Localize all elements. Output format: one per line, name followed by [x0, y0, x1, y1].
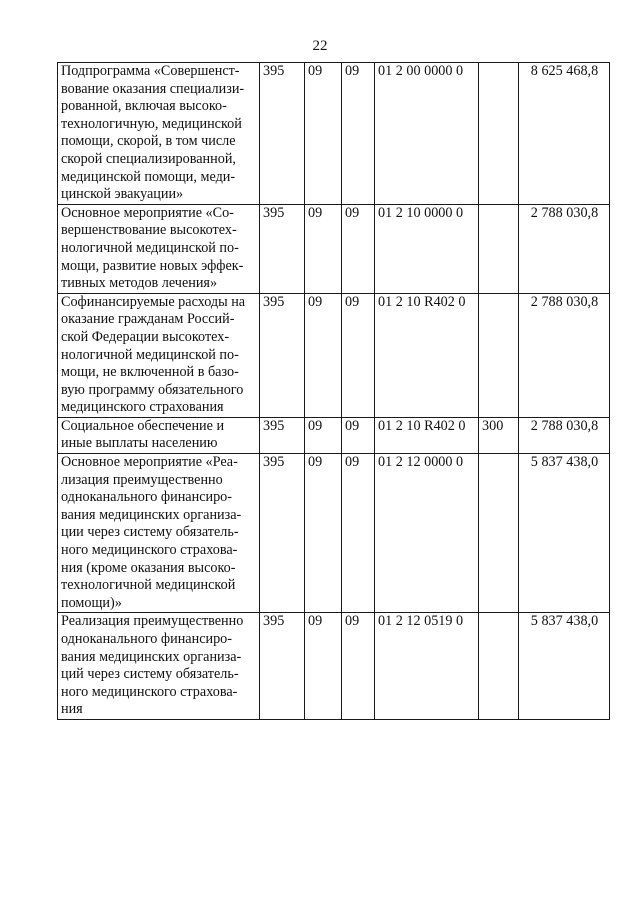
subsection-code-cell: 09 — [342, 293, 375, 417]
row-name-line: вания медицинских организа- — [61, 506, 242, 523]
amount-cell: 2 788 030,8 — [519, 204, 610, 293]
row-name-line: ного медицинского страхова- — [61, 683, 238, 700]
row-name-line: Социальное обеспечение и — [61, 417, 225, 434]
amount-cell: 2 788 030,8 — [519, 293, 610, 417]
table-row — [58, 63, 610, 205]
amount-cell: 2 788 030,8 — [519, 417, 610, 453]
amount-cell: 5 837 438,0 — [519, 454, 610, 613]
expense-type-cell — [479, 454, 519, 613]
row-name-line: оказание гражданам Россий- — [61, 311, 235, 328]
row-name-line: рованной, включая высоко- — [61, 98, 227, 115]
amount-cell: 8 625 468,8 — [519, 63, 610, 205]
expense-type-cell — [479, 63, 519, 205]
page-number: 22 — [312, 38, 328, 54]
row-name-line: ции через систему обязатель- — [61, 524, 239, 541]
row-name-line: скорой специализированной, — [61, 150, 236, 167]
row-name-line: мощи, не включенной в базо- — [61, 364, 239, 381]
row-name-line: цинской эвакуации» — [61, 186, 184, 203]
table-row — [58, 613, 610, 720]
section-code-cell: 09 — [305, 293, 342, 417]
row-name-line: Основное мероприятие «Со- — [61, 204, 234, 221]
expense-type-cell: 300 — [479, 417, 519, 453]
ministry-code-cell: 395 — [260, 613, 305, 720]
row-name-line: технологичной медицинской — [61, 577, 236, 594]
row-name-line: Софинансируемые расходы на — [61, 293, 246, 310]
subsection-code-cell: 09 — [342, 454, 375, 613]
row-name-cell — [58, 204, 260, 293]
target-article-cell: 01 2 10 R402 0 — [375, 293, 479, 417]
row-name-line: помощи, скорой, в том числе — [61, 133, 236, 150]
subsection-code-cell: 09 — [342, 417, 375, 453]
subsection-code-cell: 09 — [342, 204, 375, 293]
row-name-line: Подпрограмма «Совершенст- — [61, 63, 240, 79]
target-article-cell: 01 2 10 0000 0 — [375, 204, 479, 293]
row-name-line: одноканального финансиро- — [61, 631, 232, 647]
ministry-code-cell: 395 — [260, 417, 305, 453]
target-article-cell: 01 2 00 0000 0 — [375, 63, 479, 205]
target-article-cell: 01 2 12 0519 0 — [375, 613, 479, 720]
ministry-code-cell: 395 — [260, 293, 305, 417]
table-row — [58, 204, 610, 293]
row-name-line: ций через систему обязатель- — [61, 666, 239, 683]
row-name-line: иные выплаты населению — [61, 435, 218, 452]
table-row — [58, 417, 610, 453]
row-name-line: Реализация преимущественно — [61, 613, 244, 630]
subsection-code-cell: 09 — [342, 613, 375, 720]
row-name-cell — [58, 293, 260, 417]
row-name-line: вую программу обязательного — [61, 381, 244, 398]
row-name-line: вование оказания специализи- — [61, 80, 245, 97]
row-name-line: мощи, развитие новых эффек- — [61, 257, 244, 274]
row-name-cell — [58, 417, 260, 453]
row-name-line: нологичной медицинской по- — [61, 346, 239, 363]
row-name-line: медицинского страхования — [61, 399, 224, 416]
expense-type-cell — [479, 204, 519, 293]
section-code-cell: 09 — [305, 204, 342, 293]
row-name-line: ного медицинского страхова- — [61, 542, 238, 559]
section-code-cell: 09 — [305, 417, 342, 453]
budget-table — [57, 62, 610, 720]
ministry-code-cell: 395 — [260, 63, 305, 205]
row-name-line: помощи)» — [61, 594, 122, 611]
subsection-code-cell: 09 — [342, 63, 375, 205]
row-name-line: нологичной медицинской по- — [61, 239, 239, 256]
target-article-cell: 01 2 12 0000 0 — [375, 454, 479, 613]
row-name-line: медицинской помощи, меди- — [61, 168, 236, 185]
row-name-line: технологичную, медицинской — [61, 115, 242, 132]
row-name-cell — [58, 613, 260, 720]
expense-type-cell — [479, 293, 519, 417]
target-article-cell: 01 2 10 R402 0 — [375, 417, 479, 453]
table-row — [58, 293, 610, 417]
row-name-line: вания медицинских организа- — [61, 648, 242, 665]
row-name-line: ния (кроме оказания высоко- — [61, 559, 236, 576]
row-name-line: ской Федерации высокотех- — [61, 328, 230, 345]
row-name-line: одноканального финансиро- — [61, 489, 232, 506]
expense-type-cell — [479, 613, 519, 720]
table-body — [58, 63, 610, 720]
row-name-cell — [58, 63, 260, 205]
table-row — [58, 454, 610, 613]
row-name-line: вершенствование высокотех- — [61, 222, 237, 239]
section-code-cell: 09 — [305, 63, 342, 205]
row-name-line: ния — [61, 701, 83, 718]
row-name-line: лизация преимущественно — [61, 471, 223, 488]
row-name-line: тивных методов лечения» — [61, 275, 218, 292]
ministry-code-cell: 395 — [260, 204, 305, 293]
section-code-cell: 09 — [305, 454, 342, 613]
ministry-code-cell: 395 — [260, 454, 305, 613]
section-code-cell: 09 — [305, 613, 342, 720]
row-name-line: Основное мероприятие «Реа- — [61, 454, 238, 471]
amount-cell: 5 837 438,0 — [519, 613, 610, 720]
row-name-cell — [58, 454, 260, 613]
